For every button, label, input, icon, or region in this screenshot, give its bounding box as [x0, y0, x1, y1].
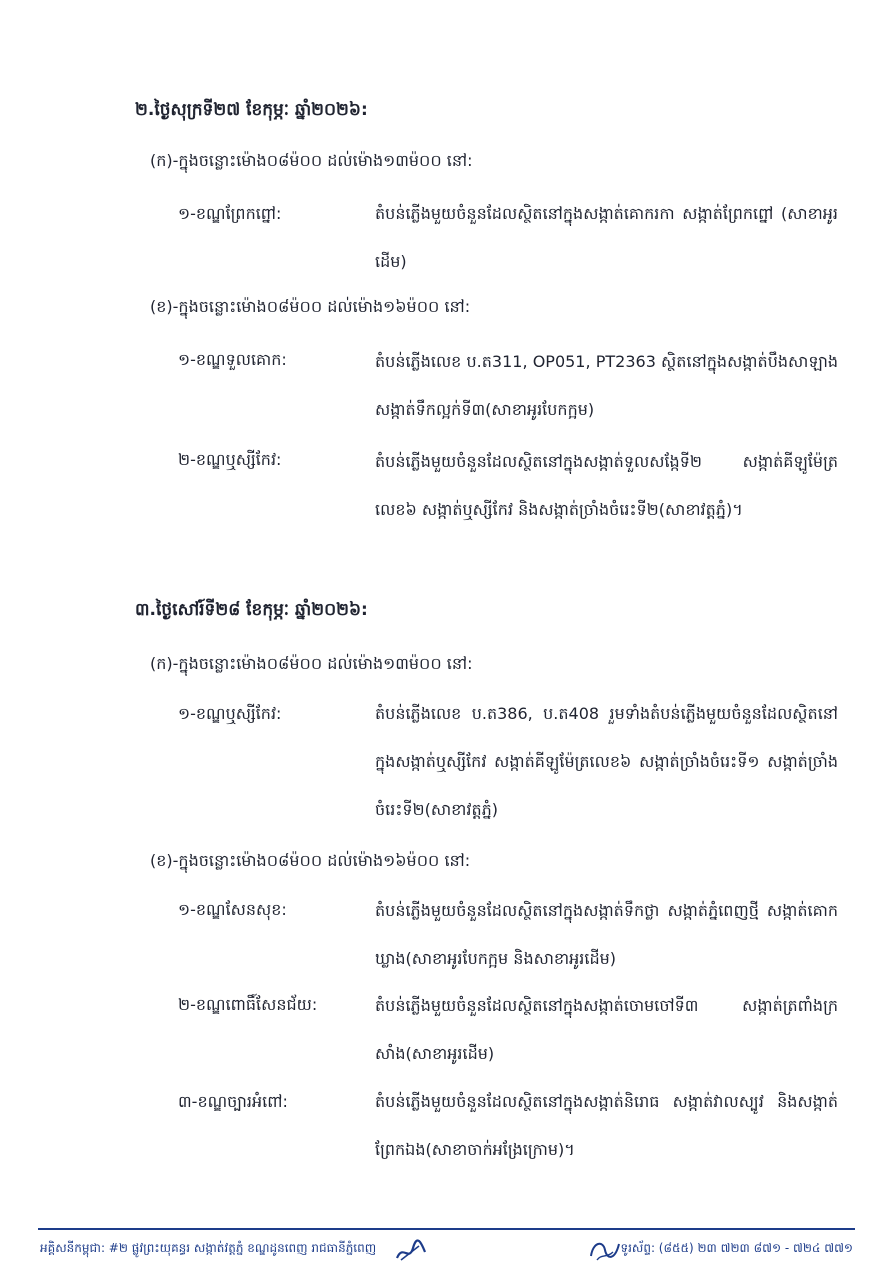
- district-label: ១-ខណ្ឌព្រែកព្នៅ:: [178, 204, 282, 223]
- district-description: តំបន់ភ្លើងមួយចំនួនដែលស្ថិតនៅក្នុងសង្កាត់ចោមចៅទី៣ សង្កាត់ត្រពាំងក្រសាំង(សាខាអូរដើម): [375, 996, 838, 1063]
- district-label: ១-ខណ្ឌឬស្សីកែវ:: [178, 704, 282, 723]
- time-period-heading: (ខ)-ក្នុងចន្លោះម៉ោង០៨ម៉០០ ដល់ម៉ោង១៦ម៉០០ នៅ:: [150, 297, 471, 316]
- time-period-heading: (ខ)-ក្នុងចន្លោះម៉ោង០៨ម៉០០ ដល់ម៉ោង១៦ម៉០០ នៅ:: [150, 851, 471, 870]
- footer-phone: ទូរស័ព្ទ: (៨៥៥) ២៣ ៧២៣ ៨៧១ - ៧២៤ ៧៧១: [620, 1241, 853, 1255]
- district-description: តំបន់ភ្លើងមួយចំនួនដែលស្ថិតនៅក្នុងសង្កាត់ទួលសង្កែទី២ សង្កាត់គីឡូម៉ែត្រលេខ៦ សង្កាត់ឬស្សីកែវ និងសង្កាត់ច្រាំងចំរេះទី២(សាខាវត្តភ្នំ)។: [375, 452, 838, 519]
- signature-mark-icon: [395, 1238, 427, 1264]
- district-label: ២-ខណ្ឌឬស្សីកែវ:: [178, 450, 282, 469]
- district-description: តំបន់ភ្លើងលេខ ប.ត386, ប.ត408 រួមទាំងតំបន់ភ្លើងមួយចំនួនដែលស្ថិតនៅក្នុងសង្កាត់ឬស្សីកែវ សង្កាត់គីឡូម៉ែត្រលេខ៦ សង្កាត់ច្រាំងចំរេះទី១ សង្កាត់ច្រាំងចំរេះទី២(សាខាវត្តភ្នំ): [375, 704, 838, 819]
- footer-divider: [38, 1228, 855, 1230]
- signature-mark-icon: [587, 1236, 621, 1264]
- district-label: ១-ខណ្ឌសែនសុខ:: [178, 900, 287, 919]
- district-label: ៣-ខណ្ឌច្បារអំពៅ:: [178, 1092, 288, 1111]
- time-period-heading: (ក)-ក្នុងចន្លោះម៉ោង០៨ម៉០០ ដល់ម៉ោង១៣ម៉០០ នៅ:: [150, 151, 473, 170]
- district-label: ២-ខណ្ឌពោធិ៍សែនជ័យ:: [178, 995, 318, 1014]
- day-heading: ២.ថ្ងៃសុក្រទី២៧ ខែកុម្ភៈ ឆ្នាំ២០២៦:: [135, 100, 368, 120]
- district-description: តំបន់ភ្លើងមួយចំនួនដែលស្ថិតនៅក្នុងសង្កាត់និរោធ សង្កាត់វាលស្បូវ និងសង្កាត់ព្រែកឯង(សាខាចាក់អង្រែក្រោម)។: [375, 1092, 838, 1159]
- day-heading: ៣.ថ្ងៃសៅរ៍ទី២៨ ខែកុម្ភៈ ឆ្នាំ២០២៦:: [135, 600, 368, 620]
- footer-address: អគ្គិសនីកម្ពុជា: #២ ផ្លូវព្រះយុគន្ធរ សង្កាត់វត្តភ្នំ ខណ្ឌដូនពេញ រាជធានីភ្នំពេញ: [40, 1241, 377, 1255]
- district-description: តំបន់ភ្លើងមួយចំនួនដែលស្ថិតនៅក្នុងសង្កាត់ទឹកថ្លា សង្កាត់ភ្នំពេញថ្មី សង្កាត់គោកឃ្លាង(សាខាអូរបែកក្អម និងសាខាអូរដើម): [375, 901, 838, 968]
- district-label: ១-ខណ្ឌទួលគោក:: [178, 350, 287, 369]
- time-period-heading: (ក)-ក្នុងចន្លោះម៉ោង០៨ម៉០០ ដល់ម៉ោង១៣ម៉០០ នៅ:: [150, 654, 473, 673]
- district-description: តំបន់ភ្លើងមួយចំនួនដែលស្ថិតនៅក្នុងសង្កាត់គោករកា សង្កាត់ព្រែកព្នៅ (សាខាអូរដើម): [375, 204, 838, 271]
- district-description: តំបន់ភ្លើងលេខ ប.ត311, OP051, PT2363 ស្ថិតនៅក្នុងសង្កាត់បឹងសាឡាង សង្កាត់ទឹកល្អក់ទី៣(សាខាអូរបែកក្អម): [375, 352, 838, 419]
